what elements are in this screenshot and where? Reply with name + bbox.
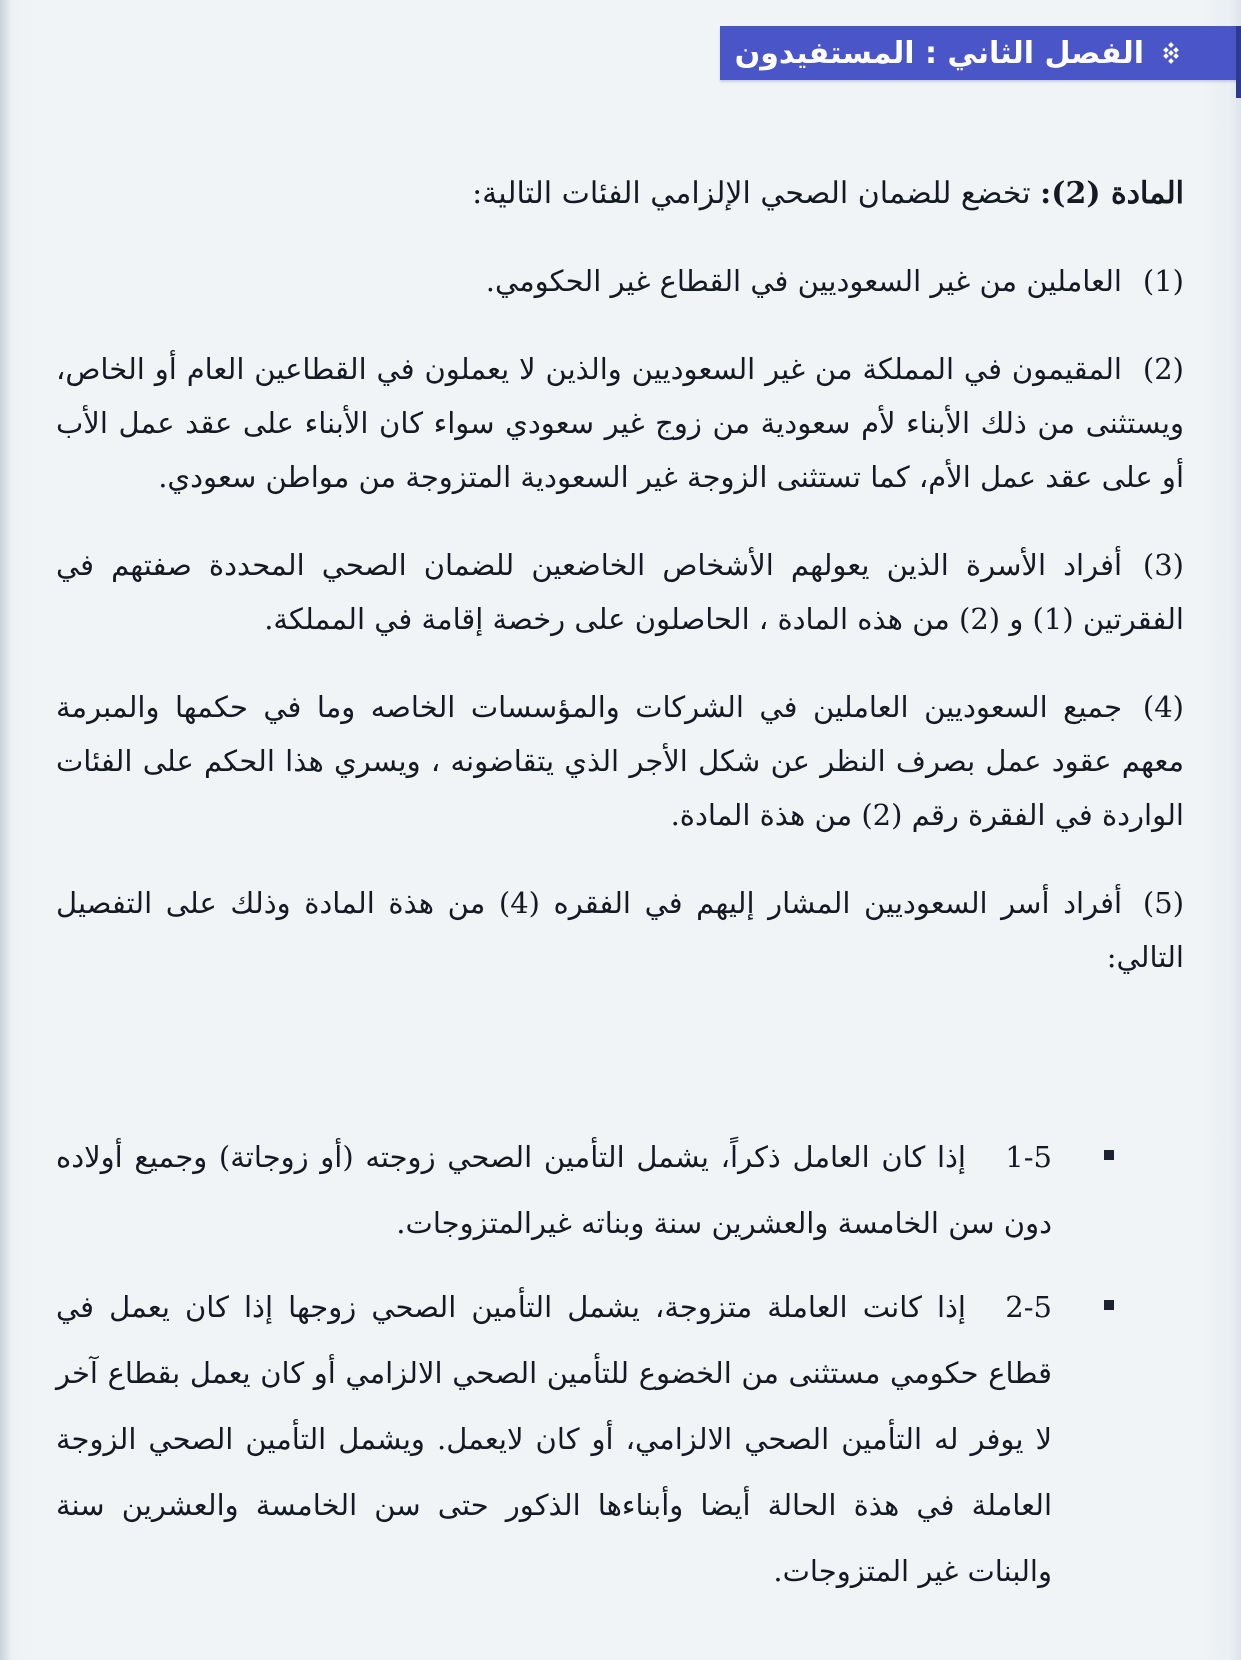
page-left-shadow [0, 0, 10, 1660]
paragraph-number: (4) [1142, 690, 1184, 724]
article-intro: تخضع للضمان الصحي الإلزامي الفئات التالية: [472, 176, 1031, 211]
paragraph-3 [56, 538, 1184, 646]
paragraph-number: (5) [1142, 886, 1185, 920]
sub-items-list [56, 1124, 1116, 1622]
sub-item-text: إذا كان العامل ذكراً، يشمل التأمين الصحي زوجته (أو زوجاتة) وجميع أولاده دون سن الخامسة والعشرين سنة وبناته غيرالمتزوجات. [56, 1140, 1052, 1240]
paragraph-4 [56, 680, 1184, 842]
sub-item-number: 2-5 [1005, 1290, 1052, 1324]
paragraph-text: العاملين من غير السعوديين في القطاع غير الحكومي. [485, 264, 1122, 298]
list-item [56, 1124, 1116, 1256]
square-bullet-icon [1104, 1300, 1114, 1310]
list-item [56, 1274, 1116, 1604]
chapter-header-bar [720, 26, 1241, 80]
paragraph-number: (2) [1142, 352, 1184, 386]
paragraph-5 [56, 876, 1184, 984]
page-right-shadow [1227, 0, 1241, 1660]
diamond-pattern-icon [1160, 42, 1182, 64]
sub-item-number: 1-5 [1005, 1140, 1052, 1174]
sub-item-text: إذا كانت العاملة متزوجة، يشمل التأمين الصحي زوجها إذا كان يعمل في قطاع حكومي مستثنى من الخضوع للتأمين الصحي الالزامي أو كان يعمل بقطاع آخر لا يوفر له التأمين الصحي الالزامي، أو كان لايعمل. ويشمل التأمين الصحي الزوجة العاملة في هذة الحالة أيضا وأبناءها الذكور حتى سن الخامسة والعشرين سنة والبنات غير المتزوجات. [56, 1290, 1052, 1588]
header-accent-stripe [1236, 26, 1241, 98]
paragraph-text: جميع السعوديين العاملين في الشركات والمؤسسات الخاصه وما في حكمها والمبرمة معهم عقود عمل بصرف النظر عن شكل الأجر الذي يتقاضونه ، ويسري هذا الحكم على الفئات الواردة في الفقرة رقم (2) من هذة المادة. [56, 690, 1184, 832]
paragraph-number: (3) [1142, 548, 1184, 582]
article-content [56, 168, 1184, 1018]
paragraph-1 [56, 254, 1184, 308]
chapter-title: الفصل الثاني : المستفيدون [734, 35, 1144, 71]
article-heading [56, 168, 1184, 220]
paragraph-text: أفراد الأسرة الذين يعولهم الأشخاص الخاضعين للضمان الصحي المحددة صفتهم في الفقرتين (1) و (2) من هذه المادة ، الحاصلون على رخصة إقامة في المملكة. [56, 548, 1184, 636]
paragraph-2 [56, 342, 1184, 504]
paragraph-number: (1) [1142, 264, 1184, 298]
paragraph-text: أفراد أسر السعوديين المشار إليهم في الفقره (4) من هذة المادة وذلك على التفصيل التالي: [56, 886, 1184, 974]
article-label: المادة (2): [1040, 176, 1184, 211]
paragraph-text: المقيمون في المملكة من غير السعوديين والذين لا يعملون في القطاعين العام أو الخاص، ويستثنى من ذلك الأبناء لأم سعودية من زوج غير سعودي سواء كان الأبناء على عقد عمل الأب أو على عقد عمل الأم، كما تستثنى الزوجة غير السعودية المتزوجة من مواطن سعودي. [56, 352, 1184, 494]
square-bullet-icon [1104, 1150, 1114, 1160]
